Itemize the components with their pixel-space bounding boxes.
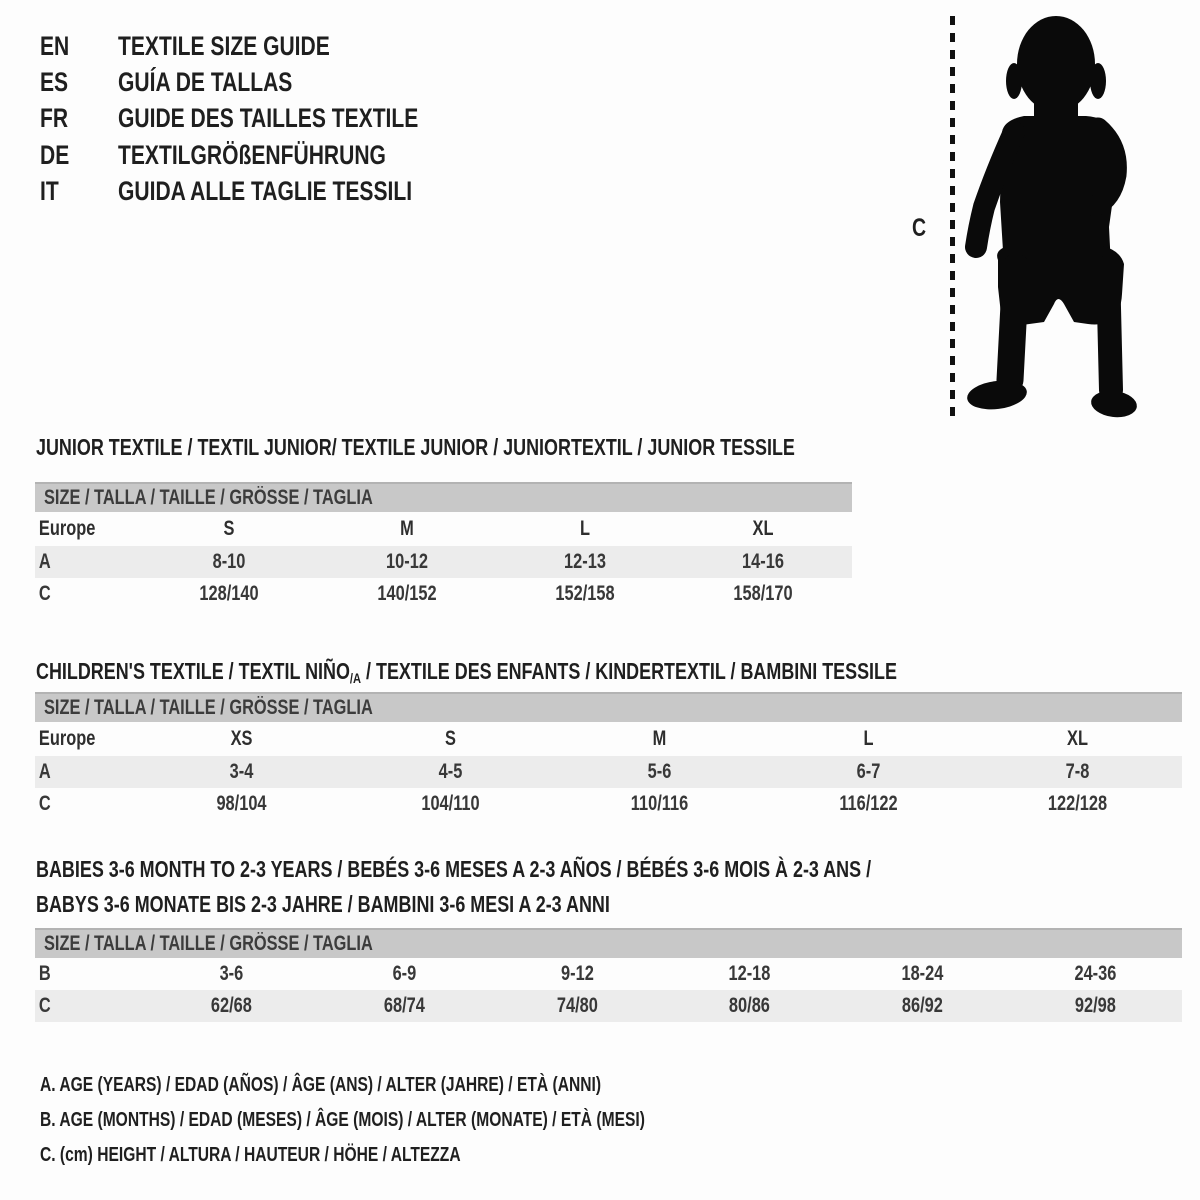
table-cell: 8-10	[212, 550, 246, 573]
table-cell: XS	[230, 727, 253, 750]
table-cell: 152/158	[555, 582, 615, 605]
guide-title-it: GUIDA ALLE TAGLIE TESSILI	[118, 176, 413, 207]
footnote-age-years: A. AGE (YEARS) / EDAD (AÑOS) / ÂGE (ANS) / ALTER (JAHRE) / ETÀ (ANNI)	[40, 1074, 602, 1096]
table-cell: 5-6	[647, 760, 672, 783]
table-row-sizes	[35, 512, 852, 546]
table-cell: M	[652, 727, 667, 750]
table-row-height	[35, 788, 1182, 820]
table-cell: 6-7	[856, 760, 881, 783]
size-header-label: SIZE / TALLA / TAILLE / GRÖSSE / TAGLIA	[44, 696, 373, 719]
guide-title-fr: GUIDE DES TAILLES TEXTILE	[118, 103, 419, 134]
language-row-en	[40, 28, 503, 64]
table-cell: 3-6	[219, 962, 244, 985]
table-cell: XL	[752, 517, 774, 540]
footnote-height-cm: C. (cm) HEIGHT / ALTURA / HAUTEUR / HÖHE / ALTEZZA	[40, 1144, 461, 1166]
table-cell: L	[863, 727, 874, 750]
row-label: Europe	[38, 727, 96, 750]
language-code: IT	[40, 176, 59, 207]
row-label: C	[38, 994, 51, 1017]
table-row-age	[35, 546, 852, 578]
table-cell: S	[223, 517, 235, 540]
footnote-age-months: B. AGE (MONTHS) / EDAD (MESES) / ÂGE (MOIS) / ALTER (MONATE) / ETÀ (MESI)	[40, 1109, 645, 1131]
language-code: DE	[40, 139, 70, 170]
table-cell: 24-36	[1074, 962, 1117, 985]
guide-title-es: GUÍA DE TALLAS	[118, 67, 293, 98]
table-cell: 110/116	[630, 792, 689, 815]
table-cell: 14-16	[742, 550, 784, 573]
table-cell: XL	[1067, 727, 1088, 750]
size-header-label: SIZE / TALLA / TAILLE / GRÖSSE / TAGLIA	[44, 486, 373, 509]
row-label: A	[38, 760, 51, 783]
babies-section-title: BABIES 3-6 MONTH TO 2-3 YEARS / BEBÉS 3-6 MESES A 2-3 AÑOS / BÉBÉS 3-6 MOIS À 2-3 ANS / BABYS 3-6 MONATE BIS 2-3 JAHRE / BAMBINI 3-6 MESI A 2-3 ANNI	[36, 856, 872, 917]
table-cell: 98/104	[216, 792, 267, 815]
language-code: FR	[40, 103, 69, 134]
junior-section-title: JUNIOR TEXTILE / TEXTIL JUNIOR/ TEXTILE JUNIOR / JUNIORTEXTIL / JUNIOR TESSILE	[36, 434, 795, 460]
table-row-months	[35, 958, 1182, 990]
height-dashed-line	[950, 16, 955, 418]
row-label: Europe	[38, 517, 96, 540]
language-row-de	[40, 137, 503, 173]
title-subscript: /A	[349, 670, 362, 687]
table-cell: 158/170	[733, 582, 793, 605]
table-cell: 80/86	[729, 994, 771, 1017]
size-header-bar	[35, 482, 852, 512]
junior-size-table	[35, 482, 852, 610]
table-cell: 86/92	[902, 994, 944, 1017]
table-cell: 122/128	[1047, 792, 1108, 815]
language-row-it	[40, 174, 503, 210]
row-label: C	[38, 582, 51, 605]
table-cell: 140/152	[377, 582, 437, 605]
language-title-block	[40, 28, 503, 210]
size-header-bar	[35, 692, 1182, 722]
table-row-height	[35, 990, 1182, 1022]
table-cell: 6-9	[392, 962, 417, 985]
table-cell: 92/98	[1075, 994, 1117, 1017]
row-label: C	[38, 792, 51, 815]
table-cell: 12-13	[564, 550, 606, 573]
table-cell: S	[445, 727, 456, 750]
toddler-silhouette-icon	[962, 12, 1146, 424]
guide-title-de: TEXTILGRÖßENFÜHRUNG	[118, 139, 386, 170]
table-cell: 4-5	[438, 760, 463, 783]
language-row-fr	[40, 101, 503, 137]
table-cell: 104/110	[421, 792, 480, 815]
footnotes	[40, 1068, 816, 1173]
table-cell: 18-24	[901, 962, 944, 985]
table-cell: 12-18	[728, 962, 771, 985]
children-size-table	[35, 692, 1182, 820]
table-cell: 10-12	[386, 550, 428, 573]
table-cell: 128/140	[199, 582, 259, 605]
language-code: EN	[40, 30, 70, 61]
table-row-height	[35, 578, 852, 610]
children-section-title: CHILDREN'S TEXTILE / TEXTIL $NIÑO_{/A}$ / TEXTILE DES ENFANTS / KINDERTEXTIL / BAMBINI TESSILE	[36, 658, 897, 687]
height-measure-label: C	[912, 214, 927, 242]
table-cell: 116/122	[839, 792, 898, 815]
table-cell: 62/68	[210, 994, 252, 1017]
language-code: ES	[40, 67, 69, 98]
table-cell: 68/74	[383, 994, 425, 1017]
babies-size-table	[35, 928, 1182, 1022]
size-header-bar	[35, 928, 1182, 958]
guide-title-en: TEXTILE SIZE GUIDE	[118, 30, 330, 61]
table-row-sizes	[35, 722, 1182, 756]
row-label: B	[38, 962, 51, 985]
row-label: A	[38, 550, 51, 573]
table-row-age	[35, 756, 1182, 788]
size-header-label: SIZE / TALLA / TAILLE / GRÖSSE / TAGLIA	[44, 932, 373, 955]
table-cell: 9-12	[560, 962, 594, 985]
table-cell: 74/80	[556, 994, 598, 1017]
table-cell: L	[579, 517, 590, 540]
table-cell: 3-4	[229, 760, 254, 783]
table-cell: M	[400, 517, 414, 540]
table-cell: 7-8	[1065, 760, 1090, 783]
language-row-es	[40, 64, 503, 100]
